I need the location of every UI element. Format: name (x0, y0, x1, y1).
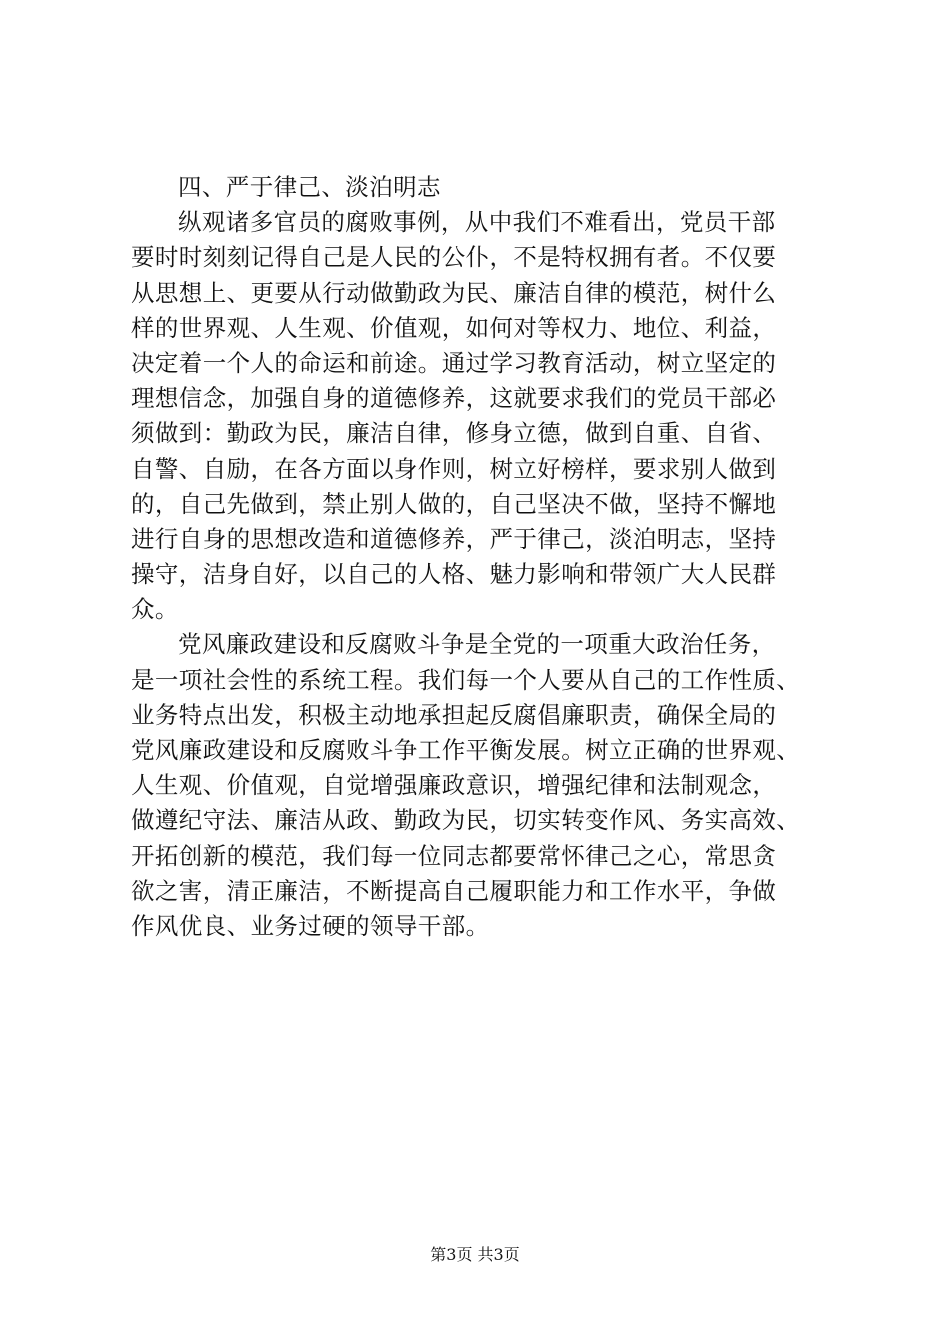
paragraph-line: 党风廉政建设和反腐败斗争是全党的一项重大政治任务， (178, 630, 776, 659)
paragraph-line: 党风廉政建设和反腐败斗争工作平衡发展。树立正确的世界观、 (131, 736, 801, 764)
paragraph-line: 自警、自励，在各方面以身作则，树立好榜样，要求别人做到 (131, 454, 777, 483)
paragraph-line: 人生观、价值观，自觉增强廉政意识，增强纪律和法制观念， (131, 771, 777, 800)
paragraph-line: 要时时刻刻记得自己是人民的公仆，不是特权拥有者。不仅要 (131, 243, 777, 272)
paragraph-line: 的，自己先做到，禁止别人做的，自己坚决不做，坚持不懈地 (131, 489, 777, 518)
section-heading: 四、严于律己、淡泊明志 (178, 173, 441, 201)
paragraph-line: 是一项社会性的系统工程。我们每一个人要从自己的工作性质、 (131, 665, 801, 694)
page-indicator: 第3页 共3页 (430, 1245, 520, 1264)
paragraph-line: 开拓创新的模范，我们每一位同志都要常怀律己之心，常思贪 (131, 841, 777, 870)
paragraph-line: 纵观诸多官员的腐败事例，从中我们不难看出，党员干部 (178, 208, 776, 237)
paragraph-line: 须做到：勤政为民，廉洁自律，修身立德，做到自重、自省、 (131, 419, 777, 448)
paragraph-line: 样的世界观、人生观、价值观，如何对等权力、地位、利益， (131, 313, 777, 342)
paragraph-1 (131, 205, 851, 627)
paragraph-line: 作风优良、业务过硬的领导干部。 (131, 911, 490, 940)
paragraph-line: 从思想上、更要从行动做勤政为民、廉洁自律的模范，树什么 (131, 278, 777, 307)
document-body (131, 170, 851, 944)
paragraph-line: 业务特点出发，积极主动地承担起反腐倡廉职责，确保全局的 (131, 700, 777, 729)
paragraph-2 (131, 627, 851, 944)
paragraph-line: 进行自身的思想改造和道德修养，严于律己，淡泊明志，坚持 (131, 524, 777, 553)
paragraph-line: 决定着一个人的命运和前途。通过学习教育活动，树立坚定的 (131, 348, 777, 377)
page-footer (0, 1244, 950, 1266)
paragraph-line: 众。 (131, 595, 179, 624)
paragraph-line: 欲之害，清正廉洁，不断提高自己履职能力和工作水平，争做 (131, 876, 777, 905)
paragraph-line: 做遵纪守法、廉洁从政、勤政为民，切实转变作风、务实高效、 (131, 806, 801, 835)
paragraph-line: 操守，洁身自好，以自己的人格、魅力影响和带领广大人民群 (131, 560, 777, 589)
paragraph-line: 理想信念，加强自身的道德修养，这就要求我们的党员干部必 (131, 384, 777, 413)
